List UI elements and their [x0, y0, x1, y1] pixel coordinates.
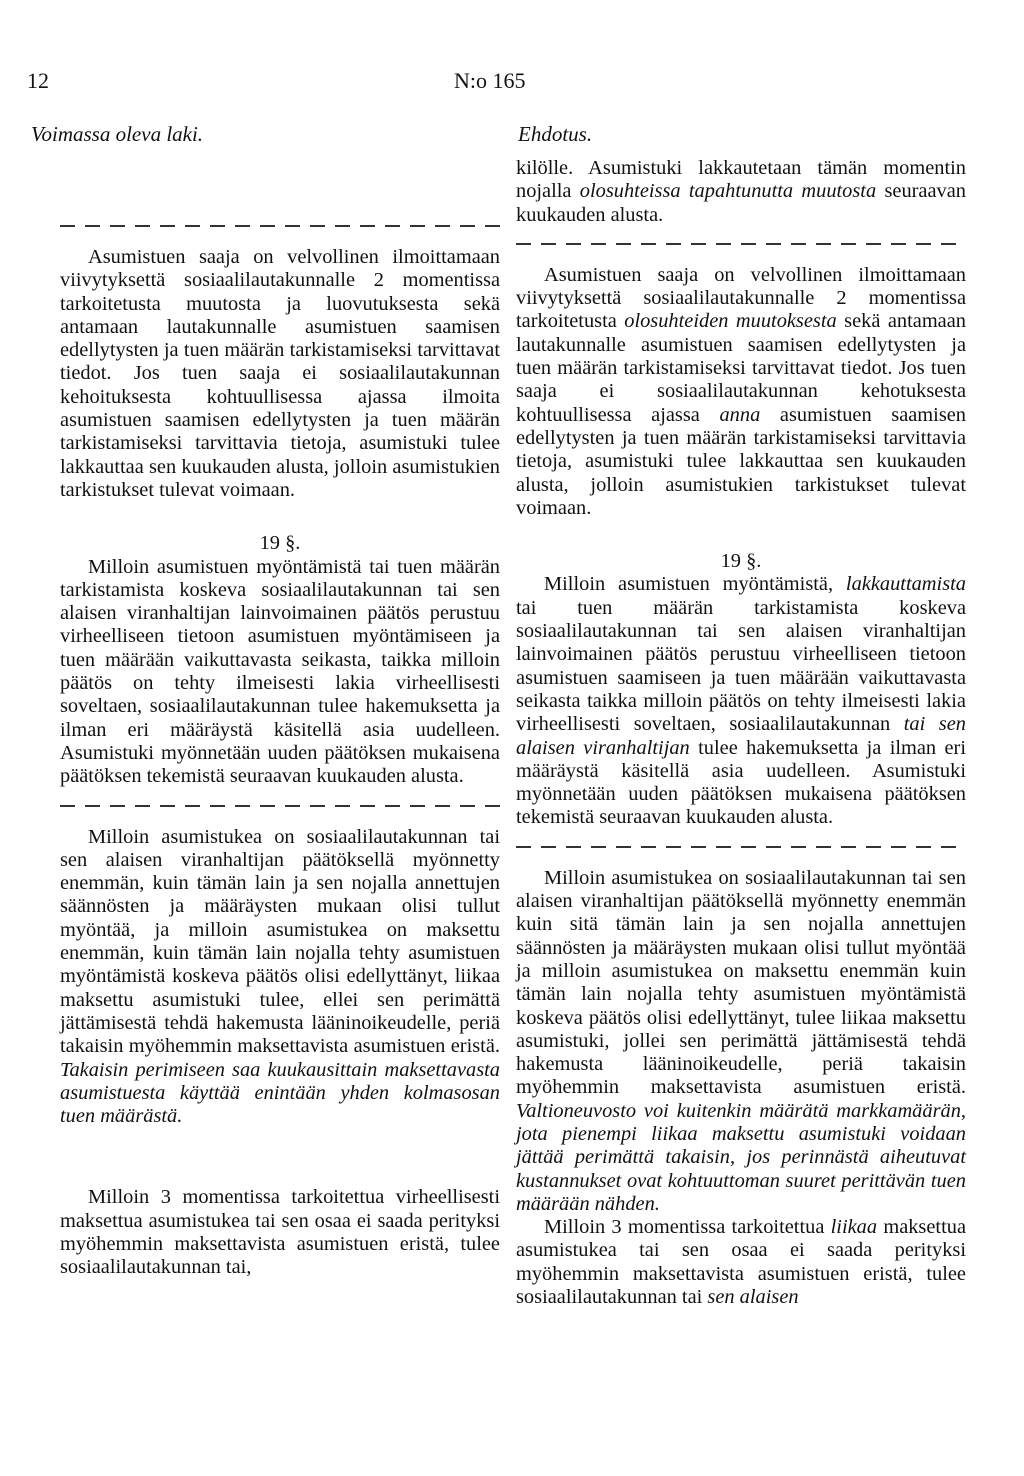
right-paragraph-2: Milloin asumistuen myöntämistä, lakkauttamista tai tuen määrän tarkistamista koskeva sosiaalilautakunnan tai sen alaisen viranhaltijan lainvoimainen päätös perustuu virheelliseen tietoon asumistuen saamiseen ja tuen määrään vaikuttavasta seikasta taikka milloin päätös on tehty ilmeisesti lakia virheellisesti soveltaen, sosiaalilautakunnan tai sen alaisen viranhaltijan tulee hakemuksetta ja ilman eri määräystä käsitellä asia uudelleen. Asumistuki myönnetään uuden päätöksen mukaisena päätöksen tekemistä seuraavan kuukauden alusta. — [516, 573, 966, 829]
left-column-heading: Voimassa oleva laki. — [31, 122, 204, 146]
left-paragraph-3-italic: Takaisin perimiseen saa kuukausittain maksettavasta asumistuesta käyttää enintään yhden kolmasosan tuen määrästä. — [60, 1058, 500, 1128]
left-column — [60, 215, 500, 1280]
page-number: 12 — [27, 68, 49, 93]
separator-dashes — [516, 243, 966, 245]
right-paragraph-3: Milloin asumistukea on sosiaalilautakunnan tai sen alaisen viranhaltijan päätöksellä myönnetty enemmän kuin sitä tämän lain ja sen nojalla annettujen säännösten ja määräysten mukaan olisi tullut myöntää ja milloin asumistukea on maksettu enemmän kuin tämän lain nojalla tehty asumistuen myöntämistä koskeva päätös olisi edellyttänyt, tulee liikaa maksettu asumistuki, jollei sen perimättä jättämisestä tehdä hakemusta lääninoikeudelle, periä takaisin myöhemmin maksettavista asumistuen eristä. Valtioneuvosto voi kuitenkin määrätä markkamäärän, jota pienempi liikaa maksettu asumistuki voidaan jättää perimättä takaisin, jos perinnästä aiheutuvat kustannukset ovat kohtuuttoman suuret perittävän tuen määrään nähden. — [516, 866, 966, 1215]
right-section-heading: 19 §. — [720, 550, 762, 573]
right-paragraph-4: Milloin 3 momentissa tarkoitettua liikaa maksettua asumistukea tai sen osaa ei saada perityksi myöhemmin maksettavista asumistuen eristä, tulee sosiaalilautakunnan tai sen alaisen — [516, 1216, 966, 1309]
separator-dashes — [60, 805, 500, 807]
separator-dashes — [60, 225, 500, 227]
left-paragraph-1: Asumistuen saaja on velvollinen ilmoittamaan viivytyksettä sosiaalilautakunnalle 2 momentissa tarkoitetusta muutosta ja luovutuksesta sekä antamaan lautakunnalle asumistuen saamisen edellytysten ja tuen määrän tarkistamiseksi tarvittavat tiedot. Jos tuen saaja ei sosiaalilautakunnan kehoituksesta kohtuullisessa ajassa ilmoita asumistuen saamisen edellytysten ja tuen määrän tarkistamiseksi tarvittavia tietoja, asumistuki tulee lakkauttaa sen kuukauden alusta, jolloin asumistukien tarkistukset tulevat voimaan. — [60, 246, 500, 501]
separator-dashes — [516, 846, 966, 848]
document-number: N:o 165 — [454, 68, 526, 93]
left-paragraph-3: Milloin asumistukea on sosiaalilautakunnan tai sen alaisen viranhaltijan päätöksellä myönnetty enemmän, kuin tämän lain ja sen nojalla annettujen säännösten ja määräysten mukaan olisi tullut myöntää, ja milloin asumistukea on maksettu enemmän, kuin tämän lain nojalla tehty asumistuen myöntämistä koskeva päätös olisi edellyttänyt, liikaa maksettu asumistuki tulee, ellei sen perimättä jättämisestä tehdä hakemusta lääninoikeudelle, periä takaisin myöhemmin maksettavista asumistuen eristä. Takaisin perimiseen saa kuukausittain maksettavasta asumistuesta käyttää enintään yhden kolmasosan tuen määrästä. — [60, 825, 500, 1128]
left-paragraph-2: Milloin asumistuen myöntämistä tai tuen määrän tarkistamista koskeva sosiaalilautakunnan tai sen alaisen viranhaltijan lainvoimainen päätös perustuu virheelliseen tietoon asumistuen myöntämiseen ja tuen määrään vaikuttavasta seikasta, taikka milloin päätös on tehty ilmeisesti lakia virheellisesti soveltaen, sosiaalilautakunnan tulee hakemuksetta ja ilman eri määräystä käsitellä asia uudelleen. Asumistuki myönnetään uuden päätöksen mukaisena päätöksen tekemistä seuraavan kuukauden alusta. — [60, 555, 500, 788]
right-paragraph-0: kilölle. Asumistuki lakkautetaan tämän momentin nojalla olosuhteissa tapahtunutta muutosta seuraavan kuukauden alusta. — [516, 157, 966, 226]
right-column — [516, 157, 966, 1309]
right-column-heading: Ehdotus. — [518, 122, 593, 146]
right-paragraph-1: Asumistuen saaja on velvollinen ilmoittamaan viivytyksettä sosiaalilautakunnalle 2 momentissa tarkoitetusta olosuhteiden muutoksesta sekä antamaan lautakunnalle asumistuen saamisen edellytysten ja tuen määrän tarkistamiseksi tarvittavat tiedot. Jos tuen saaja ei sosiaalilautakunnan kehotuksesta kohtuullisessa ajassa anna asumistuen saamisen edellytysten ja tuen määrän tarkistamiseksi tarvittavia tietoja, asumistuki tulee lakkauttaa sen kuukauden alusta, jolloin asumistukien tarkistukset tulevat voimaan. — [516, 263, 966, 519]
left-section-heading: 19 §. — [259, 532, 301, 555]
left-paragraph-4: Milloin 3 momentissa tarkoitettua virheellisesti maksettua asumistukea tai sen osaa ei saada perityksi myöhemmin maksettavista asumistuen eristä, tulee sosiaalilautakunnan tai, — [60, 1186, 500, 1279]
right-paragraph-3-italic: Valtioneuvosto voi kuitenkin määrätä markkamäärän, jota pienempi liikaa maksettu asumistuki voidaan jättää perimättä takaisin, jos perinnästä aiheutuvat kustannukset ovat kohtuuttoman suuret perittävän tuen määrään nähden. — [516, 1099, 966, 1215]
